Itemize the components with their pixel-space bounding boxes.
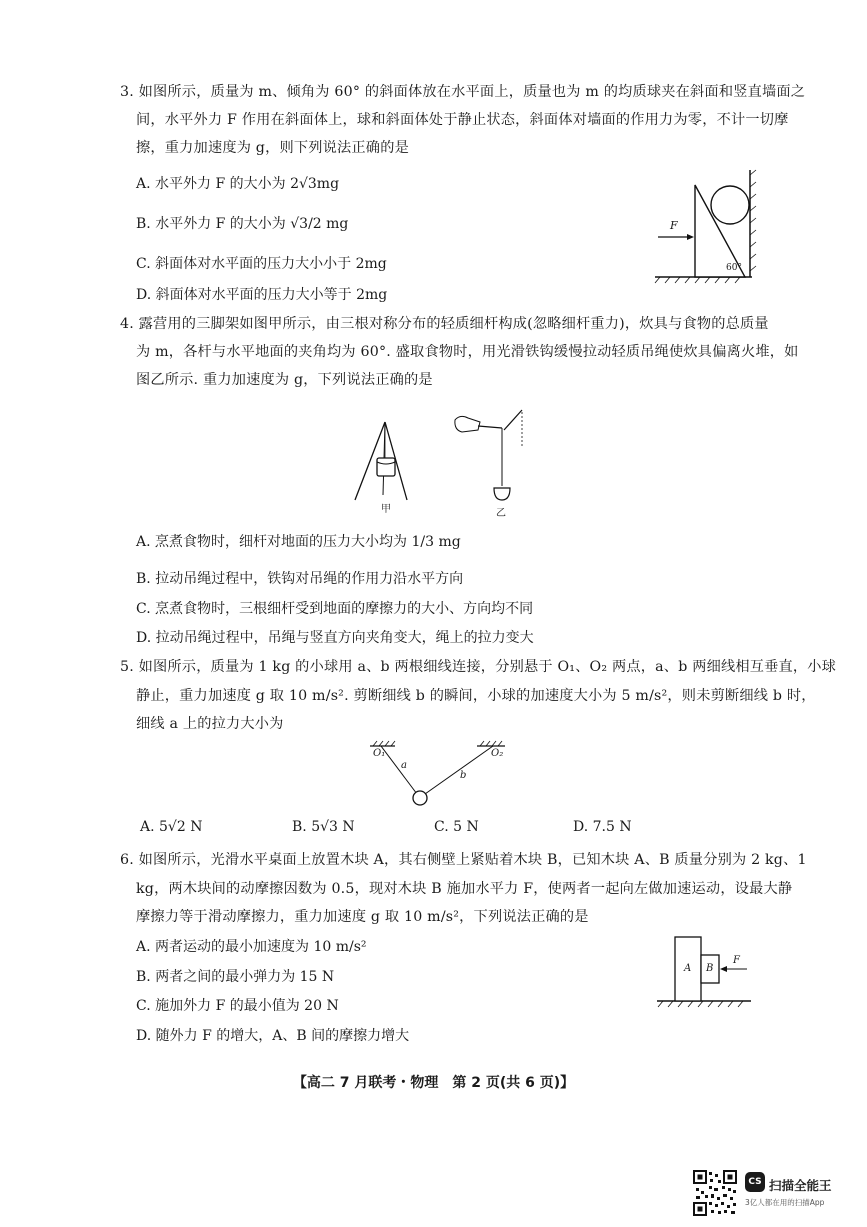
q6-option-b: B. 两者之间的最小弹力为 15 N: [136, 969, 335, 985]
watermark-subtitle: 3亿人都在用的扫描App: [745, 1198, 825, 1207]
q3-force-label: F: [670, 219, 678, 232]
q6-block-a-label: A: [684, 963, 692, 974]
q4-figure-tripod-jia: [345, 400, 415, 520]
q4-option-c: C. 烹煮食物时，三根细杆受到地面的摩擦力的大小、方向均不同: [136, 601, 534, 617]
q6-stem-line-2: kg，两木块间的动摩擦因数为 0.5，现对木块 B 施加水平力 F，使两者一起向左做加速运动，设最大静: [136, 881, 793, 897]
q5-stem-line-2: 静止，重力加速度 g 取 10 m/s². 剪断细线 b 的瞬间，小球的加速度大小为 5 m/s²，则未剪断细线 b 时，: [136, 688, 816, 704]
q3-figure-incline-ball: [650, 165, 760, 285]
q5-o2-label: O₂: [491, 748, 504, 759]
q4-option-d: D. 拉动吊绳过程中，吊绳与竖直方向夹角变大，绳上的拉力变大: [136, 630, 534, 646]
q4-option-a: A. 烹煮食物时，细杆对地面的压力大小均为 1/3 mg: [136, 534, 461, 550]
q5-string-b-label: b: [460, 770, 467, 781]
q5-o1-label: O₁: [373, 748, 386, 759]
q5-stem-line-1: 5. 如图所示，质量为 1 kg 的小球用 a、b 两根细线连接，分别悬于 O₁、O₂ 两点，a、b 两细线相互垂直，小球: [120, 659, 837, 675]
q6-option-d: D. 随外力 F 的增大，A、B 间的摩擦力增大: [136, 1028, 410, 1044]
q3-stem-line-2: 间，水平外力 F 作用在斜面体上，球和斜面体处于静止状态，斜面体对墙面的作用力为零，不计一切摩: [136, 112, 789, 128]
q3-stem-line-1: 3. 如图所示，质量为 m、倾角为 60° 的斜面体放在水平面上，质量也为 m 的均质球夹在斜面和竖直墙面之: [120, 84, 806, 100]
q4-jia-label: 甲: [381, 504, 391, 515]
camscanner-logo-icon: CS: [745, 1172, 765, 1192]
watermark-title: 扫描全能王: [769, 1178, 832, 1193]
q4-option-b: B. 拉动吊绳过程中，铁钩对吊绳的作用力沿水平方向: [136, 571, 464, 587]
q3-option-a: A. 水平外力 F 的大小为 2√3mg: [136, 176, 340, 192]
q6-option-a: A. 两者运动的最小加速度为 10 m/s²: [136, 939, 367, 955]
q3-option-d: D. 斜面体对水平面的压力大小等于 2mg: [136, 287, 388, 303]
q6-option-c: C. 施加外力 F 的最小值为 20 N: [136, 998, 339, 1014]
q4-yi-label: 乙: [496, 508, 506, 519]
page-footer: 【高二 7 月联考・物理 第 2 页(共 6 页)】: [292, 1075, 575, 1091]
q5-option-c: C. 5 N: [434, 819, 479, 835]
q5-option-b: B. 5√3 N: [292, 819, 355, 835]
q3-option-c: C. 斜面体对水平面的压力大小小于 2mg: [136, 256, 387, 272]
q4-stem-line-2: 为 m，各杆与水平地面的夹角均为 60°. 盛取食物时，用光滑铁钩缓慢拉动轻质吊绳使炊具偏离火堆，如: [136, 344, 799, 360]
q5-option-a: A. 5√2 N: [140, 819, 203, 835]
scanner-watermark: [693, 1168, 859, 1218]
q6-figure-blocks: [655, 935, 765, 1010]
q6-stem-line-1: 6. 如图所示，光滑水平桌面上放置木块 A，其右侧壁上紧贴着木块 B，已知木块 A、B 质量分别为 2 kg、1: [120, 852, 807, 868]
q5-option-d: D. 7.5 N: [573, 819, 632, 835]
q3-stem-line-3: 擦，重力加速度为 g，则下列说法正确的是: [136, 140, 409, 156]
q4-stem-line-1: 4. 露营用的三脚架如图甲所示，由三根对称分布的轻质细杆构成(忽略细杆重力)，炊具与食物的总质量: [120, 316, 769, 332]
q3-option-b: B. 水平外力 F 的大小为 √3/2 mg: [136, 216, 349, 232]
q5-stem-line-3: 细线 a 上的拉力大小为: [136, 716, 284, 732]
q4-stem-line-3: 图乙所示. 重力加速度为 g，下列说法正确的是: [136, 372, 433, 388]
q6-force-label: F: [733, 955, 740, 966]
q6-stem-line-3: 摩擦力等于滑动摩擦力，重力加速度 g 取 10 m/s²，下列说法正确的是: [136, 909, 589, 925]
q5-string-a-label: a: [401, 760, 407, 771]
q4-figure-hook-yi: [450, 408, 535, 518]
q6-block-b-label: B: [706, 963, 714, 974]
q5-figure-ball-two-strings: [365, 738, 515, 813]
qr-code-icon: [693, 1170, 737, 1216]
q3-angle-label: 60°: [726, 263, 742, 273]
